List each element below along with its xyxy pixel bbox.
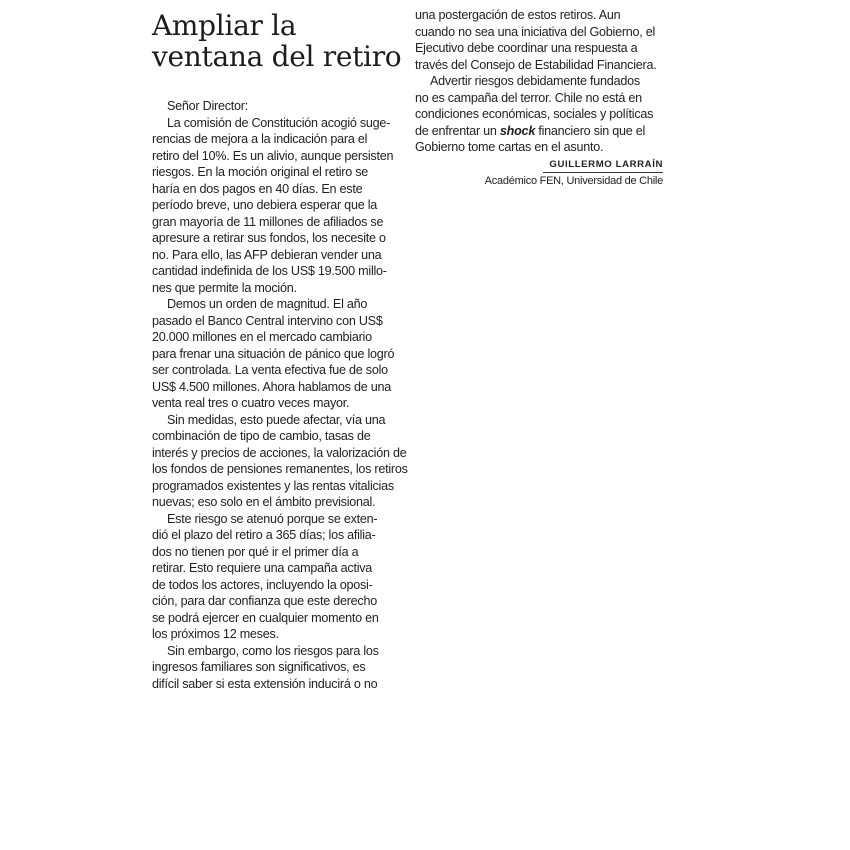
text-line: no. Para ello, las AFP debieran vender una [152,247,382,262]
text-line: nes que permite la moción. [152,280,297,295]
left-column [152,98,408,692]
article-headline [152,9,402,73]
text-line: través del Consejo de Estabilidad Financiera. [415,57,657,72]
paragraph [152,643,398,693]
text-line: Gobierno tome cartas en el asunto. [415,140,604,154]
headline-line: Ampliar la [152,9,297,42]
text-line: Demos un orden de magnitud. El año [167,297,368,311]
text-line: 20.000 millones en el mercado cambiario [152,330,372,344]
text-line: US$ 4.500 millones. Ahora hablamos de una [152,379,391,394]
text-line [415,123,663,140]
text-line: cuando no sea una iniciativa del Gobierno, el [415,24,656,39]
text-line: período breve, uno debiera esperar que la [152,198,377,212]
salutation: Señor Director: [167,99,248,113]
text-line: no es campaña del terror. Chile no está en [415,90,642,105]
emphasis-shock: shock [499,123,536,138]
text-line: dos no tienen por qué ir el primer día a [152,544,359,559]
text-line: rencias de mejora a la indicación para el [152,132,368,146]
headline-line: ventana del retiro [152,40,402,73]
text-line: apresure a retirar sus fondos, los necesite o [152,231,386,245]
text-line: haría en dos pagos en 40 días. En este [152,181,363,196]
text-line: dió el plazo del retiro a 365 días; los afilia- [152,528,376,542]
text-line: se podrá ejercer en cualquier momento en [152,610,379,625]
text-line: de todos los actores, incluyendo la oposi- [152,577,373,592]
text-line: ingresos familiares son significativos, es [152,660,366,674]
paragraph [415,73,663,156]
text-line: pasado el Banco Central intervino con US$ [152,313,383,328]
text-line: La comisión de Constitución acogió suge- [167,115,391,130]
text-line: retiro del 10%. Es un alivio, aunque persisten [152,148,394,163]
paragraph [415,7,663,73]
text-line: Este riesgo se atenuó porque se exten- [167,511,378,526]
text-line: venta real tres o cuatro veces mayor. [152,396,350,410]
text-line: para frenar una situación de pánico que logró [152,346,395,361]
paragraph [152,296,398,412]
paragraph [152,115,398,297]
text-line: Ejecutivo debe coordinar una respuesta a [415,41,638,55]
text-line: difícil saber si esta extensión inducirá o no [152,676,378,691]
text-line: nuevas; eso solo en el ámbito previsional. [152,495,376,509]
text-fragment: de enfrentar un [415,123,500,138]
text-line: riesgos. En la moción original el retiro se [152,165,369,179]
paragraph [152,511,398,643]
text-line: Sin embargo, como los riesgos para los [167,643,379,658]
text-line: ser controlada. La venta efectiva fue de solo [152,363,388,377]
text-line: ción, para dar confianza que este derecho [152,594,377,608]
text-line: los fondos de pensiones remanentes, los retiros [152,462,408,476]
text-line: Sin medidas, esto puede afectar, vía una [167,412,386,427]
text-line: condiciones económicas, sociales y políticas [415,107,654,121]
right-column [415,7,663,189]
text-line: los próximos 12 meses. [152,627,279,641]
text-line: retirar. Esto requiere una campaña activa [152,561,373,575]
author-affiliation: Académico FEN, Universidad de Chile [484,174,663,187]
text-line: gran mayoría de 11 millones de afiliados se [152,214,384,229]
text-line: programados existentes y las rentas vitalicias [152,478,394,493]
text-line: cantidad indefinida de los US$ 19.500 millo- [152,264,387,278]
author-signature: GUILLERMO LARRAÍN [549,158,663,170]
text-line: Advertir riesgos debidamente fundados [430,74,640,88]
text-line: una postergación de estos retiros. Aun [415,8,621,22]
paragraph [152,412,408,511]
text-line: combinación de tipo de cambio, tasas de [152,429,371,443]
text-line: interés y precios de acciones, la valorización de [152,445,407,460]
text-fragment: financiero sin que el [535,123,646,138]
